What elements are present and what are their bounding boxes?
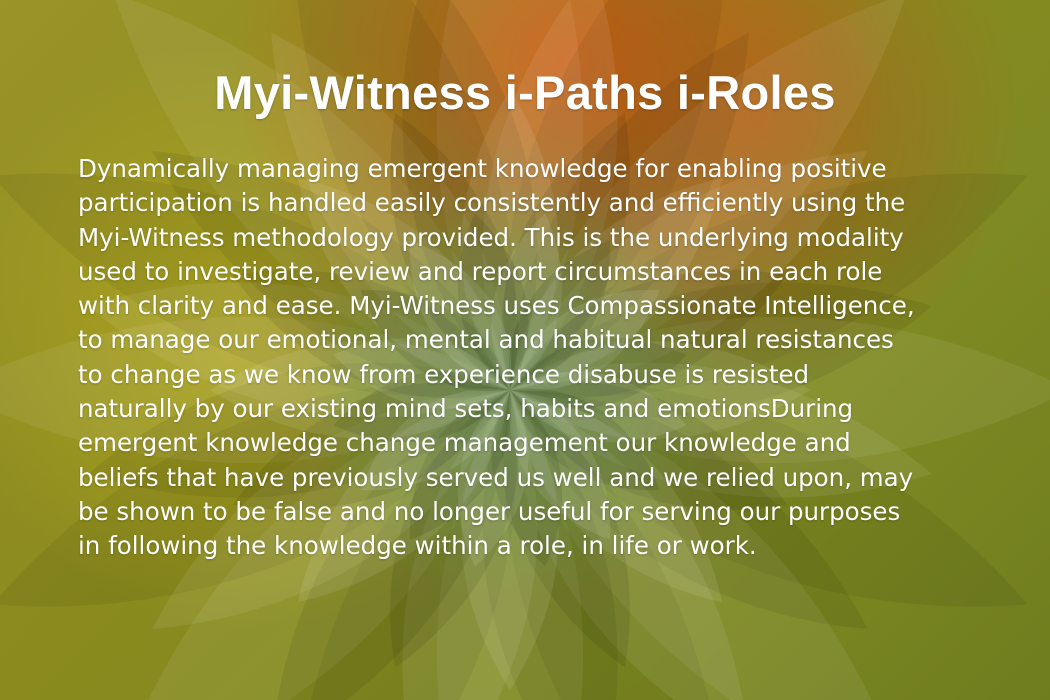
body-line: naturally by our existing mind sets, habits and emotionsDuring xyxy=(78,394,854,424)
slide-body-text xyxy=(78,152,998,564)
body-line: be shown to be false and no longer useful for serving our purposes xyxy=(78,496,901,526)
body-line: used to investigate, review and report circumstances in each role xyxy=(78,256,883,286)
body-line: to manage our emotional, mental and habitual natural resistances xyxy=(78,325,894,355)
body-line: emergent knowledge change management our knowledge and xyxy=(78,428,851,458)
slide-title: Myi-Witness i-Paths i-Roles xyxy=(214,66,836,120)
body-line: Dynamically managing emergent knowledge for enabling positive xyxy=(78,154,887,183)
body-line: to change as we know from experience disabuse is resisted xyxy=(78,359,810,389)
body-line: participation is handled easily consistently and efficiently using the xyxy=(78,188,906,218)
body-line: in following the knowledge within a role, in life or work. xyxy=(78,531,757,561)
body-line: Myi-Witness methodology provided. This is the underlying modality xyxy=(78,222,904,252)
body-line: with clarity and ease. Myi-Witness uses Compassionate Intelligence, xyxy=(78,291,915,321)
body-line: beliefs that have previously served us well and we relied upon, may xyxy=(78,462,914,492)
